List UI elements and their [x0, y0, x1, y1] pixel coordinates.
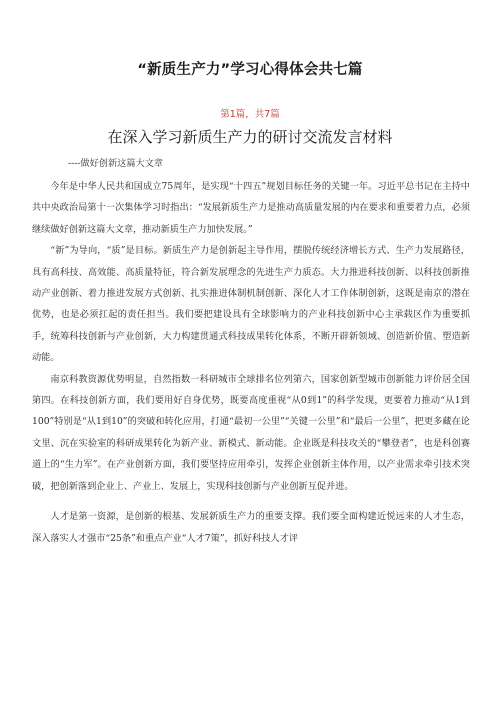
article-body	[32, 176, 470, 549]
document-title: “新质生产力”学习心得体会共七篇	[137, 62, 363, 78]
paragraph-4: 人才是第一资源，是创新的根基、发展新质生产力的重要支撑。我们要全面构建近悦远来的人才生态，深入落实人才强市“25条”和重点产业“人才7策”，抓好科技人才评	[32, 511, 470, 544]
paragraph-2: “新”为导向，“质”是目标。新质生产力是创新起主导作用，摆脱传统经济增长方式、生产力发展路径，具有高科技、高效能、高质量特征，符合新发展理念的先进生产力质态。大力推进科技创新、以科技创新推动产业创新、着力推进发展方式创新、扎实推进体制机制创新、深化人才工作体制创新，这既是南京的潜在优势，也是必须扛起的责任担当。我们要把建设具有全球影响力的产业科技创新中心主承载区作为重要抓手，统筹科技创新与产业创新，大力构建贯通式科技成果转化体系，不断开辟新领域、创造新价值、塑造新动能。	[32, 245, 470, 364]
article-title: 在深入学习新质生产力的研讨交流发言材料	[107, 128, 393, 146]
paragraph-1: 今年是中华人民共和国成立75周年，是实现“十四五”规划目标任务的关键一年。习近平总书记在主持中共中央政治局第十一次集体学习时指出：“发展新质生产力是推动高质量发展的内在要求和重要着力点，必须继续做好创新这篇大文章，推动新质生产力加快发展。”	[32, 181, 470, 235]
chapter-label: 第1篇，共7篇	[220, 109, 280, 120]
article-subtitle: ----做好创新这篇大文章	[68, 158, 164, 169]
paragraph-3: 南京科教资源优势明显，自然指数一科研城市全球排名位列第六，国家创新型城市创新能力评价居全国第四。在科技创新方面，我们要用好自身优势，既要高度重视“从0到1”的科学发现，更要着力推动“从1到100”特别是“从1到10”的突破和转化应用，打通“最初一公里”“关键一公里”和“最后一公里”，把更多藏在论文里、沉在实验室的科研成果转化为新产业、新模式、新动能。企业既是科技攻关的“攀登者”，也是科创赛道上的“生力军”。在产业创新方面，我们要坚持应用牵引，发挥企业创新主体作用，以产业需求牵引技术突破，把创新落到企业上、产业上、发展上，实现科技创新与产业创新互促并进。	[32, 373, 470, 492]
